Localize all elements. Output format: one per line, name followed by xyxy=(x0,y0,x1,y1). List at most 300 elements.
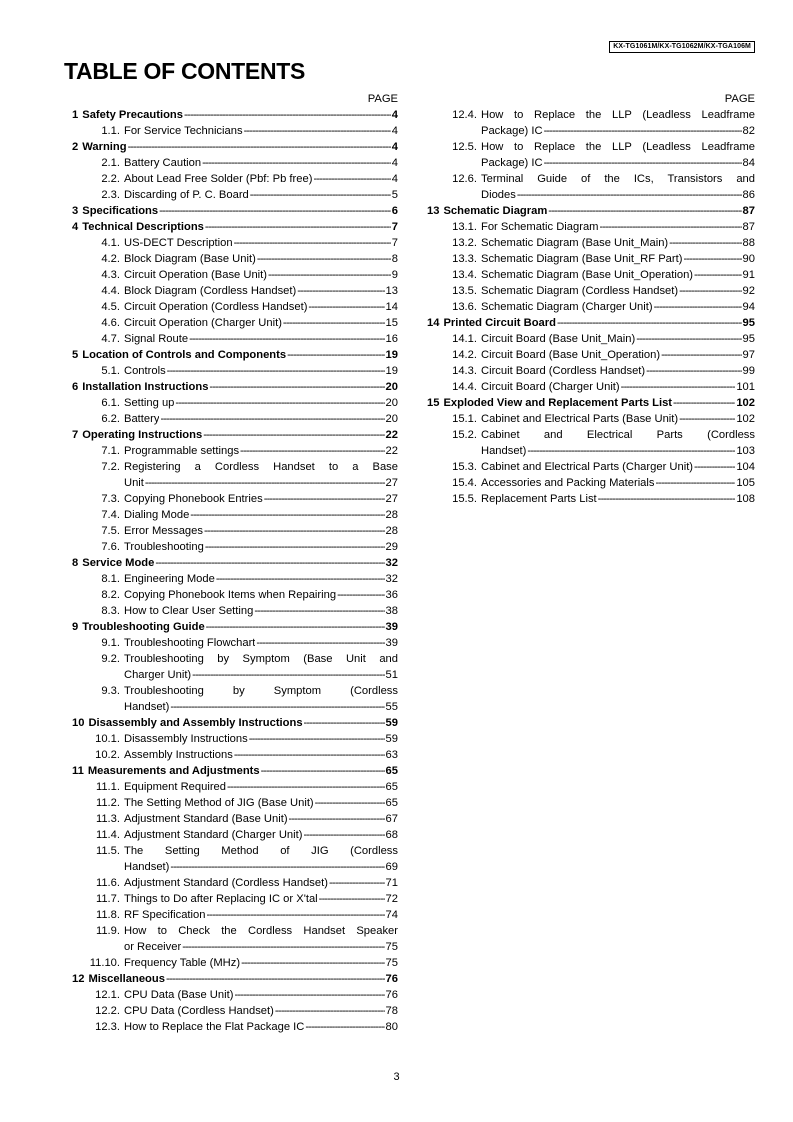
entry-title: The Setting Method of JIG (Base Unit) xyxy=(124,797,314,809)
entry-number: 3 xyxy=(72,205,79,217)
toc-entry[interactable] xyxy=(427,347,755,363)
entry-number: 4.1. xyxy=(101,237,120,249)
entry-title-line1: The Setting Method of JIG (Cordless xyxy=(124,845,398,857)
entry-number: 7.5. xyxy=(101,525,120,537)
entry-page: 91 xyxy=(742,269,755,281)
entry-number: 11 xyxy=(72,765,84,777)
entry-title: Circuit Operation (Cordless Handset) xyxy=(124,301,308,313)
toc-entry[interactable] xyxy=(72,123,398,139)
entry-number: 6.1. xyxy=(101,397,120,409)
toc-entry[interactable] xyxy=(72,891,398,907)
entry-number: 5 xyxy=(72,349,79,361)
entry-number: 2.1. xyxy=(101,157,120,169)
dot-leader xyxy=(174,395,384,411)
entry-number: 11.2. xyxy=(95,797,120,809)
dot-leader xyxy=(169,859,384,875)
entry-title-line1: Troubleshooting by Symptom (Base Unit and xyxy=(124,653,398,665)
toc-section[interactable] xyxy=(72,619,398,635)
entry-number: 8 xyxy=(72,557,79,569)
toc-entry[interactable] xyxy=(72,651,398,683)
entry-number: 9 xyxy=(72,621,79,633)
entry-title: Adjustment Standard (Base Unit) xyxy=(124,813,288,825)
toc-entry[interactable] xyxy=(427,331,755,347)
toc-entry[interactable] xyxy=(72,315,398,331)
dot-leader xyxy=(516,187,742,203)
toc-entry[interactable] xyxy=(72,523,398,539)
entry-title: Troubleshooting Guide xyxy=(82,621,205,633)
dot-leader xyxy=(159,411,384,427)
dot-leader xyxy=(208,379,384,395)
entry-page: 84 xyxy=(742,157,755,169)
dot-leader xyxy=(255,635,384,651)
dot-leader xyxy=(154,555,384,571)
entry-title: Schematic Diagram (Cordless Handset) xyxy=(481,285,679,297)
toc-entry[interactable] xyxy=(427,411,755,427)
dot-leader xyxy=(205,907,384,923)
entry-title: Cabinet and Electrical Parts (Base Unit) xyxy=(481,413,679,425)
toc-entry[interactable] xyxy=(72,923,398,955)
toc-entry[interactable] xyxy=(72,539,398,555)
dot-leader xyxy=(204,219,391,235)
toc-entry[interactable] xyxy=(72,747,398,763)
toc-section[interactable] xyxy=(427,395,755,411)
toc-entry[interactable] xyxy=(72,907,398,923)
entry-title: Troubleshooting xyxy=(124,541,204,553)
entry-page: 92 xyxy=(742,285,755,297)
entry-page: 90 xyxy=(742,253,755,265)
dot-leader xyxy=(328,875,385,891)
entry-page: 76 xyxy=(385,973,398,985)
toc-entry[interactable] xyxy=(72,267,398,283)
entry-title: Controls xyxy=(124,365,166,377)
entry-title-line2: Handset) xyxy=(124,701,170,713)
entry-page: 99 xyxy=(742,365,755,377)
dot-leader xyxy=(260,763,385,779)
toc-left-column xyxy=(72,91,398,1035)
entry-title-line2: Handset) xyxy=(481,445,527,457)
entry-number: 11.1. xyxy=(95,781,120,793)
entry-number: 10.1. xyxy=(95,733,120,745)
entry-number: 4.3. xyxy=(101,269,120,281)
entry-number: 10.2. xyxy=(95,749,120,761)
entry-page: 104 xyxy=(736,461,755,473)
toc-entry[interactable] xyxy=(72,779,398,795)
entry-number: 13.2. xyxy=(452,237,477,249)
entry-number: 4.5. xyxy=(101,301,120,313)
entry-number: 13.3. xyxy=(452,253,477,265)
entry-page: 59 xyxy=(385,717,398,729)
entry-number: 8.1. xyxy=(101,573,120,585)
toc-entry[interactable] xyxy=(72,235,398,251)
entry-number: 7.3. xyxy=(101,493,120,505)
toc-entry[interactable] xyxy=(72,363,398,379)
entry-page: 4 xyxy=(391,157,398,169)
entry-page: 7 xyxy=(391,221,398,233)
toc-entry[interactable] xyxy=(72,443,398,459)
entry-number: 6 xyxy=(72,381,79,393)
toc-entry[interactable] xyxy=(72,987,398,1003)
toc-entry[interactable] xyxy=(72,603,398,619)
entry-number: 15.2. xyxy=(452,429,477,441)
entry-title-line2: Package) IC xyxy=(481,157,543,169)
dot-leader xyxy=(543,123,742,139)
dot-leader xyxy=(205,619,385,635)
dot-leader xyxy=(253,603,384,619)
toc-entry[interactable] xyxy=(72,395,398,411)
toc-section[interactable] xyxy=(72,139,398,155)
toc-entry[interactable] xyxy=(72,587,398,603)
entry-title: Block Diagram (Base Unit) xyxy=(124,253,256,265)
dot-leader xyxy=(314,795,385,811)
entry-number: 12.3. xyxy=(95,1021,120,1033)
entry-page: 65 xyxy=(385,765,398,777)
dot-leader xyxy=(599,219,742,235)
entry-number: 13.4. xyxy=(452,269,477,281)
entry-title: Adjustment Standard (Charger Unit) xyxy=(124,829,303,841)
entry-title: Operating Instructions xyxy=(82,429,203,441)
toc-entry[interactable] xyxy=(427,363,755,379)
toc-entry[interactable] xyxy=(72,795,398,811)
toc-section[interactable] xyxy=(72,203,398,219)
toc-entry[interactable] xyxy=(72,683,398,715)
entry-title: CPU Data (Cordless Handset) xyxy=(124,1005,274,1017)
entry-title: Warning xyxy=(82,141,127,153)
entry-number: 11.7. xyxy=(95,893,120,905)
entry-title: Disassembly Instructions xyxy=(124,733,248,745)
entry-number: 1.1. xyxy=(101,125,120,137)
entry-number: 11.6. xyxy=(95,877,120,889)
dot-leader xyxy=(201,155,391,171)
entry-title: Error Messages xyxy=(124,525,203,537)
entry-title: Circuit Board (Base Unit_Main) xyxy=(481,333,636,345)
entry-title: Block Diagram (Cordless Handset) xyxy=(124,285,297,297)
dot-leader xyxy=(226,779,385,795)
toc-entry[interactable] xyxy=(427,251,755,267)
entry-title: Assembly Instructions xyxy=(124,749,233,761)
entry-title: Programmable settings xyxy=(124,445,240,457)
entry-number: 2 xyxy=(72,141,79,153)
toc-entry[interactable] xyxy=(72,507,398,523)
entry-page: 105 xyxy=(736,477,755,489)
toc-entry[interactable] xyxy=(427,299,755,315)
entry-title: Circuit Board (Charger Unit) xyxy=(481,381,620,393)
entry-page: 108 xyxy=(736,493,755,505)
entry-page: 7 xyxy=(391,237,398,249)
toc-entry[interactable] xyxy=(72,1003,398,1019)
toc-section[interactable] xyxy=(72,763,398,779)
entry-page: 80 xyxy=(385,1021,398,1033)
entry-title-line2: or Receiver xyxy=(124,941,182,953)
dot-leader xyxy=(318,891,385,907)
entry-number: 7.4. xyxy=(101,509,120,521)
dot-leader xyxy=(693,267,742,283)
toc-entry[interactable] xyxy=(72,827,398,843)
dot-leader xyxy=(243,123,391,139)
dot-leader xyxy=(233,987,384,1003)
dot-leader xyxy=(263,491,385,507)
dot-leader xyxy=(654,475,735,491)
entry-page: 20 xyxy=(385,397,398,409)
entry-page: 87 xyxy=(742,205,755,217)
entry-title: Exploded View and Replacement Parts List xyxy=(443,397,673,409)
entry-title: Copying Phonebook Items when Repairing xyxy=(124,589,337,601)
entry-page: 72 xyxy=(385,893,398,905)
entry-page: 95 xyxy=(742,333,755,345)
entry-title-line2: Diodes xyxy=(481,189,516,201)
dot-leader xyxy=(678,411,735,427)
entry-number: 11.4. xyxy=(95,829,120,841)
toc-section[interactable] xyxy=(427,315,755,331)
dot-leader xyxy=(653,299,742,315)
entry-number: 11.5. xyxy=(95,845,120,857)
toc-entry[interactable] xyxy=(72,731,398,747)
entry-title: How to Clear User Setting xyxy=(124,605,254,617)
entry-page: 102 xyxy=(736,413,755,425)
entry-title: Battery Caution xyxy=(124,157,202,169)
entry-title-line1: Troubleshooting by Symptom (Cordless xyxy=(124,685,398,697)
entry-page: 82 xyxy=(742,125,755,137)
toc-entry[interactable] xyxy=(72,155,398,171)
entry-title-line2: Package) IC xyxy=(481,125,543,137)
entry-title: Circuit Board (Base Unit_Operation) xyxy=(481,349,661,361)
entry-title: Circuit Operation (Charger Unit) xyxy=(124,317,282,329)
entry-title: Engineering Mode xyxy=(124,573,215,585)
entry-title: Replacement Parts List xyxy=(481,493,597,505)
dot-leader xyxy=(169,699,384,715)
entry-page: 14 xyxy=(385,301,398,313)
entry-number: 10 xyxy=(72,717,85,729)
entry-title: Measurements and Adjustments xyxy=(87,765,260,777)
toc-entry[interactable] xyxy=(72,571,398,587)
toc-entry[interactable] xyxy=(72,299,398,315)
entry-title-line1: How to Check the Cordless Handset Speaker xyxy=(124,925,398,937)
dot-leader xyxy=(286,347,384,363)
entry-title: How to Replace the Flat Package IC xyxy=(124,1021,305,1033)
entry-number: 9.2. xyxy=(101,653,120,665)
dot-leader xyxy=(304,1019,384,1035)
toc-section[interactable] xyxy=(72,379,398,395)
entry-number: 11.10. xyxy=(89,957,120,969)
entry-title: Schematic Diagram xyxy=(443,205,548,217)
toc-entry[interactable] xyxy=(427,267,755,283)
entry-page: 38 xyxy=(385,605,398,617)
page-column-label: PAGE xyxy=(367,93,398,105)
entry-number: 12.5. xyxy=(452,141,477,153)
toc-entry[interactable] xyxy=(72,1019,398,1035)
entry-page: 20 xyxy=(385,413,398,425)
entry-page: 32 xyxy=(385,573,398,585)
toc-entry[interactable] xyxy=(72,411,398,427)
entry-number: 14.4. xyxy=(452,381,477,393)
toc-section[interactable] xyxy=(72,219,398,235)
entry-title-line1: How to Replace the LLP (Leadless Leadframe xyxy=(481,109,755,121)
toc-entry[interactable] xyxy=(72,171,398,187)
page-column-label: PAGE xyxy=(724,93,755,105)
dot-leader xyxy=(678,283,741,299)
entry-page: 15 xyxy=(385,317,398,329)
toc-entry[interactable] xyxy=(72,843,398,875)
entry-page: 27 xyxy=(385,493,398,505)
entry-number: 15.4. xyxy=(452,477,477,489)
model-number-header: KX-TG1061M/KX-TG1062M/KX-TGA106M xyxy=(609,41,755,53)
entry-title: Frequency Table (MHz) xyxy=(124,957,241,969)
entry-page: 28 xyxy=(385,525,398,537)
entry-number: 15.5. xyxy=(452,493,477,505)
dot-leader xyxy=(189,507,384,523)
dot-leader xyxy=(660,347,741,363)
entry-page: 71 xyxy=(385,877,398,889)
entry-number: 12 xyxy=(72,973,85,985)
entry-number: 14 xyxy=(427,317,440,329)
entry-page: 76 xyxy=(385,989,398,1001)
toc-entry[interactable] xyxy=(427,235,755,251)
entry-title: Disassembly and Assembly Instructions xyxy=(88,717,303,729)
toc-entry[interactable] xyxy=(72,635,398,651)
entry-page: 65 xyxy=(385,797,398,809)
entry-page: 13 xyxy=(385,285,398,297)
entry-number: 12.2. xyxy=(95,1005,120,1017)
entry-number: 4 xyxy=(72,221,79,233)
dot-leader xyxy=(693,459,735,475)
entry-number: 12.4. xyxy=(452,109,477,121)
entry-page: 4 xyxy=(391,141,398,153)
toc-entry[interactable] xyxy=(427,427,755,459)
toc-entry[interactable] xyxy=(427,475,755,491)
toc-entry[interactable] xyxy=(72,187,398,203)
entry-page: 5 xyxy=(391,189,398,201)
entry-number: 9.3. xyxy=(101,685,120,697)
dot-leader xyxy=(240,955,384,971)
entry-page: 94 xyxy=(742,301,755,313)
toc-section[interactable] xyxy=(72,347,398,363)
dot-leader xyxy=(547,203,741,219)
dot-leader xyxy=(191,667,384,683)
entry-number: 1 xyxy=(72,109,79,121)
toc-section[interactable] xyxy=(72,107,398,123)
toc-entry[interactable] xyxy=(72,491,398,507)
dot-leader xyxy=(165,971,385,987)
entry-page: 63 xyxy=(385,749,398,761)
entry-number: 2.3. xyxy=(101,189,120,201)
entry-number: 4.6. xyxy=(101,317,120,329)
entry-page: 20 xyxy=(385,381,398,393)
toc-entry[interactable] xyxy=(427,283,755,299)
toc-section[interactable] xyxy=(72,555,398,571)
entry-title: Circuit Operation (Base Unit) xyxy=(124,269,268,281)
dot-leader xyxy=(645,363,741,379)
dot-leader xyxy=(188,331,384,347)
entry-title: Printed Circuit Board xyxy=(443,317,556,329)
toc-entry[interactable] xyxy=(427,219,755,235)
toc-entry[interactable] xyxy=(427,459,755,475)
entry-title: Schematic Diagram (Base Unit_RF Part) xyxy=(481,253,683,265)
entry-page: 4 xyxy=(391,109,398,121)
entry-title: Circuit Board (Cordless Handset) xyxy=(481,365,646,377)
entry-title-line1: Cabinet and Electrical Parts (Cordless xyxy=(481,429,755,441)
entry-title: Specifications xyxy=(82,205,159,217)
entry-number: 8.3. xyxy=(101,605,120,617)
dot-leader xyxy=(202,427,384,443)
toc-section[interactable] xyxy=(72,427,398,443)
toc-entry[interactable] xyxy=(72,251,398,267)
toc-entry[interactable] xyxy=(427,139,755,171)
dot-leader xyxy=(556,315,742,331)
entry-number: 11.3. xyxy=(95,813,120,825)
dot-leader xyxy=(233,747,385,763)
dot-leader xyxy=(233,235,391,251)
dot-leader xyxy=(668,235,741,251)
entry-page: 29 xyxy=(385,541,398,553)
entry-page: 8 xyxy=(391,253,398,265)
toc-entry[interactable] xyxy=(72,955,398,971)
entry-title: Dialing Mode xyxy=(124,509,190,521)
entry-page: 75 xyxy=(385,941,398,953)
entry-page: 32 xyxy=(385,557,398,569)
entry-page: 19 xyxy=(385,349,398,361)
entry-title: For Service Technicians xyxy=(124,125,243,137)
entry-page: 95 xyxy=(742,317,755,329)
dot-leader xyxy=(204,539,385,555)
entry-title-line1: Terminal Guide of the ICs, Transistors and xyxy=(481,173,755,185)
entry-page: 16 xyxy=(385,333,398,345)
dot-leader xyxy=(303,715,385,731)
dot-leader xyxy=(597,491,736,507)
toc-entry[interactable] xyxy=(72,459,398,491)
entry-page: 36 xyxy=(385,589,398,601)
entry-number: 14.2. xyxy=(452,349,477,361)
toc-section[interactable] xyxy=(72,715,398,731)
dot-leader xyxy=(256,251,391,267)
entry-page: 67 xyxy=(385,813,398,825)
toc-section[interactable] xyxy=(72,971,398,987)
entry-number: 14.3. xyxy=(452,365,477,377)
entry-number: 11.8. xyxy=(95,909,120,921)
toc-entry[interactable] xyxy=(427,171,755,203)
toc-entry[interactable] xyxy=(427,107,755,139)
entry-title: Copying Phonebook Entries xyxy=(124,493,263,505)
entry-title-line2: Handset) xyxy=(124,861,170,873)
entry-number: 14.1. xyxy=(452,333,477,345)
entry-page: 9 xyxy=(391,269,398,281)
toc-entry[interactable] xyxy=(72,283,398,299)
entry-title: Safety Precautions xyxy=(82,109,183,121)
entry-title-line2: Unit xyxy=(124,477,144,489)
entry-number: 13.5. xyxy=(452,285,477,297)
dot-leader xyxy=(682,251,741,267)
entry-title: Things to Do after Replacing IC or X'tal xyxy=(124,893,318,905)
toc-entry[interactable] xyxy=(72,331,398,347)
entry-title: Setting up xyxy=(124,397,175,409)
toc-entry[interactable] xyxy=(72,811,398,827)
entry-number: 12.1. xyxy=(95,989,120,1001)
entry-title: About Lead Free Solder (Pbf: Pb free) xyxy=(124,173,313,185)
entry-title: Miscellaneous xyxy=(88,973,165,985)
entry-title: Service Mode xyxy=(82,557,155,569)
entry-page: 55 xyxy=(385,701,398,713)
dot-leader xyxy=(336,587,384,603)
toc-section[interactable] xyxy=(427,203,755,219)
dot-leader xyxy=(249,187,391,203)
toc-entry[interactable] xyxy=(72,875,398,891)
dot-leader xyxy=(248,731,385,747)
toc-entry[interactable] xyxy=(427,491,755,507)
entry-page: 101 xyxy=(736,381,755,393)
toc-entry[interactable] xyxy=(427,379,755,395)
entry-number: 7.6. xyxy=(101,541,120,553)
entry-number: 4.4. xyxy=(101,285,120,297)
dot-leader xyxy=(239,443,385,459)
entry-number: 7.2. xyxy=(101,461,120,473)
